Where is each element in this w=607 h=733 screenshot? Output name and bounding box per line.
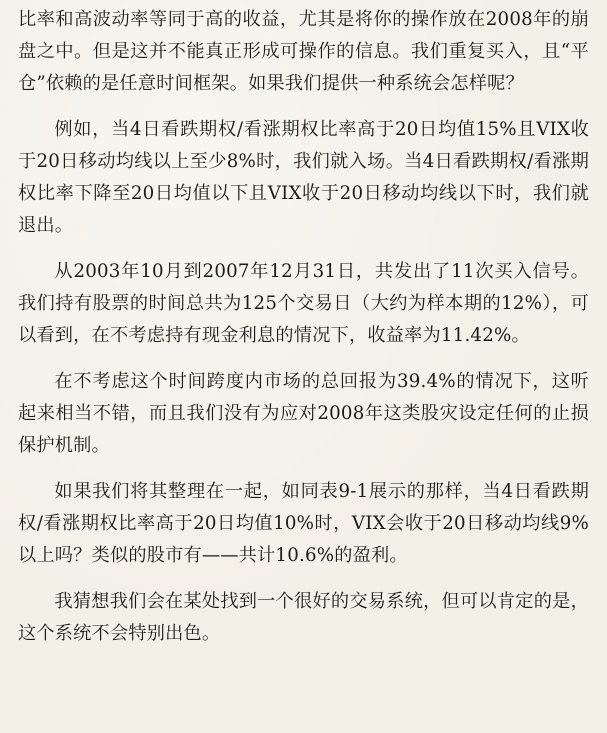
paragraph-6: 我猜想我们会在某处找到一个很好的交易系统，但可以肯定的是，这个系统不会特别出色。 (18, 591, 589, 644)
paragraph-1: 比率和高波动率等同于高的收益，尤其是将你的操作放在2008年的崩盘之中。但是这并不能真正形成可操作的信息。我们重复买入，且“平仓”依赖的是任意时间框架。如果我们提供一种系统会怎样呢？ (18, 9, 589, 94)
paragraph-2: 例如，当4日看跌期权/看涨期权比率高于20日均值15%且VIX收于20日移动均线以上至少8%时，我们就入场。当4日看跌期权/看涨期权比率下降至20日均值以下且VIX收于20日移动均线以下时，我们就退出。 (18, 119, 589, 236)
paragraph-gap (18, 352, 589, 366)
paragraph-4: 在不考虑这个时间跨度内市场的总回报为39.4%的情况下，这听起来相当不错，而且我们没有为应对2008年这类股灾设定任何的止损保护机制。 (18, 371, 589, 456)
paragraph-gap (18, 242, 589, 256)
paragraph-gap (18, 572, 589, 586)
paragraph-3: 从2003年10月到2007年12月31日，共发出了11次买入信号。我们持有股票的时间总共为125个交易日（大约为样本期的12%），可以看到，在不考虑持有现金利息的情况下，收益率为11.42%。 (18, 261, 589, 346)
paragraph-gap (18, 100, 589, 114)
paragraph-5: 如果我们将其整理在一起，如同表9-1展示的那样，当4日看跌期权/看涨期权比率高于20日均值10%时，VIX会收于20日移动均线9%以上吗？类似的股市有——共计10.6%的盈利。 (18, 481, 589, 566)
paragraph-gap (18, 462, 589, 476)
